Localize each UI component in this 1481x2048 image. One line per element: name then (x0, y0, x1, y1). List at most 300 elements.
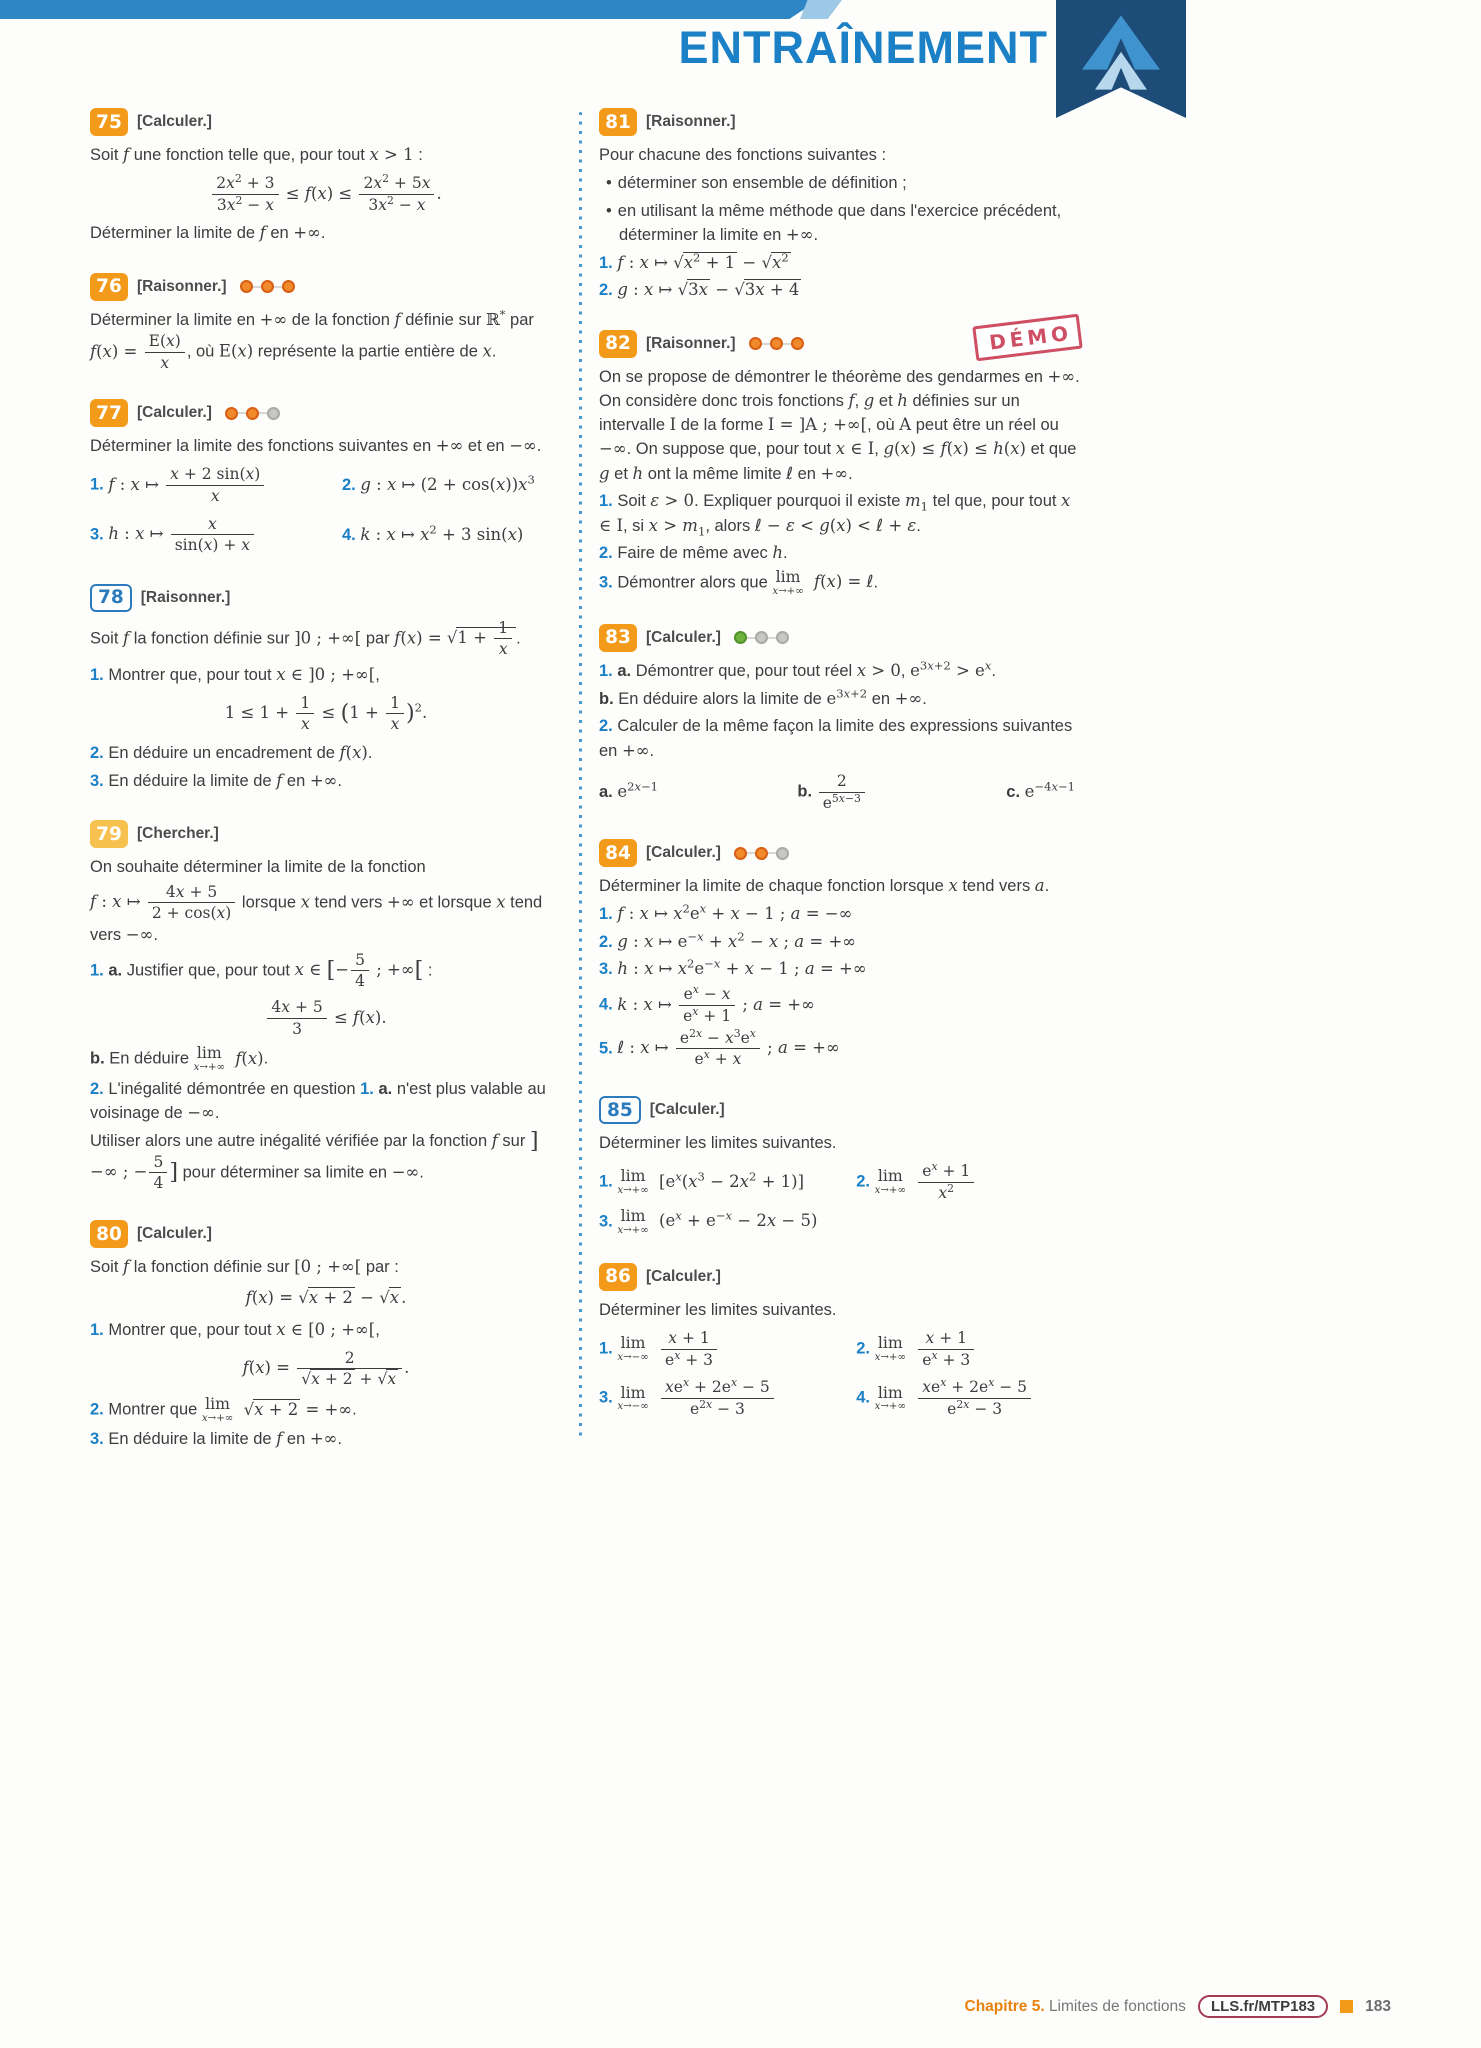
text-fragment: 2x (689, 1026, 703, 1040)
text-fragment: $e^{2x-1}$ (617, 779, 659, 801)
text-fragment (145, 332, 185, 372)
exercise-body (599, 659, 1081, 812)
text-fragment: x (730, 1376, 738, 1390)
text-fragment: x (922, 1378, 931, 1397)
text-fragment: 3. (599, 573, 613, 592)
text-fragment: 3. (90, 1430, 104, 1449)
column-divider (579, 112, 582, 1439)
text-fragment: √x (377, 1370, 397, 1389)
text-fragment (296, 714, 314, 734)
text-fragment: $xe^x + 2e^x - 5$ (918, 1378, 1031, 1399)
column-right (599, 108, 1081, 1479)
exercise-method-tag: [Calculer.] (137, 1225, 212, 1243)
text-fragment: lim (620, 1382, 646, 1402)
text-fragment: x (730, 903, 740, 923)
text-fragment: b. En déduire alors la limite de $e^{3x+2}$ en +∞. (599, 686, 927, 708)
text-fragment: 1. (599, 1172, 613, 1191)
text-fragment: $e^{3x+2} > e^x$ (910, 658, 992, 680)
exercise-header (599, 624, 1081, 652)
text-fragment: x (683, 252, 693, 272)
text-fragment (856, 1329, 1081, 1369)
text-fragment: h (108, 524, 119, 544)
exercise-86 (599, 1263, 1081, 1421)
text-fragment: x (674, 1348, 681, 1362)
exercise-method-tag: [Calculer.] (646, 628, 721, 646)
difficulty-dot-orange (749, 337, 762, 350)
text-fragment: [0 ; +∞[ (294, 1257, 362, 1277)
text-fragment: +∞ (894, 688, 923, 708)
text-fragment: ( (340, 700, 350, 727)
exercise-number-badge: 81 (599, 108, 637, 136)
text-fragment: 1 (494, 619, 512, 640)
text-fragment (599, 1378, 846, 1418)
exercise-header (599, 839, 1081, 867)
text-fragment (90, 1286, 562, 1310)
text-fragment (874, 1160, 977, 1202)
text-fragment: x (682, 1376, 690, 1390)
exercise-body (599, 1131, 1081, 1236)
text-fragment (674, 1349, 680, 1362)
text-fragment: x (617, 1401, 624, 1413)
exercise-82 (599, 320, 1081, 597)
text-fragment: x (644, 959, 654, 979)
text-fragment: ε (650, 491, 660, 511)
text-fragment: +∞ (387, 892, 415, 912)
difficulty-dot-gray (776, 847, 789, 860)
difficulty-dot-orange (770, 337, 783, 350)
exercise-76 (90, 273, 562, 372)
text-fragment: g (599, 463, 610, 483)
exercise-method-tag: [Calculer.] (646, 844, 721, 862)
text-fragment: lim (775, 567, 801, 586)
text-fragment: h : x ↦ $\frac{x}{\sin(x) + x}$ (108, 524, 256, 543)
text-fragment: 2. (599, 932, 613, 951)
text-fragment: +∞ (293, 223, 321, 243)
text-fragment: g (617, 931, 628, 951)
corner-banner-decoration (1056, 0, 1186, 118)
text-fragment: 2x (699, 1397, 713, 1411)
text-fragment: 2. (599, 717, 613, 736)
text-fragment: $3x^2 - x$ (216, 193, 274, 214)
text-fragment: x (677, 959, 688, 979)
text-fragment: 1 (697, 523, 706, 538)
text-fragment: 3. En déduire la limite de f en +∞. (90, 770, 343, 790)
text-fragment: x ∈ [0 ; +∞[ (276, 1319, 376, 1339)
text-fragment (617, 1208, 648, 1236)
text-fragment (856, 1378, 1081, 1418)
text-fragment: x (247, 1048, 258, 1068)
text-fragment: g : x ↦ √3x − √3x + 4 (617, 280, 800, 300)
text-fragment: f (617, 252, 624, 272)
text-fragment: −∞ (599, 439, 627, 459)
text-fragment: 3. (90, 525, 104, 544)
exercise-80 (90, 1220, 562, 1452)
text-fragment: x (727, 931, 738, 951)
text-fragment: lim (877, 1333, 903, 1353)
text-fragment: b. En déduire lim x→+∞ f(x). (90, 1043, 269, 1073)
text-fragment: x (692, 982, 699, 996)
text-fragment: x (1051, 779, 1058, 794)
text-fragment: x (276, 664, 286, 684)
exercise-83 (599, 624, 1081, 812)
text-fragment: x (749, 1026, 756, 1040)
text-fragment (676, 1026, 760, 1069)
text-fragment: lim x→+∞ f(x) = ℓ (772, 567, 874, 597)
text-fragment (166, 465, 264, 505)
text-fragment (918, 1183, 974, 1203)
text-fragment: I = ]A ; +∞[ (767, 415, 868, 434)
text-fragment: f (276, 1429, 283, 1449)
text-fragment: x (826, 572, 836, 592)
text-fragment: x (725, 1208, 733, 1223)
text-fragment: 3. (599, 1212, 613, 1231)
text-fragment: x (495, 475, 506, 495)
text-fragment (599, 1208, 1081, 1236)
exercise-header (90, 1220, 562, 1248)
text-fragment (599, 1327, 1081, 1420)
text-fragment (918, 1378, 1031, 1418)
text-fragment: m (682, 515, 698, 535)
text-fragment: x (925, 1329, 935, 1348)
text-fragment: a (790, 903, 801, 923)
text-fragment: 4. (856, 1389, 870, 1408)
text-fragment: x + 2 (254, 1399, 299, 1419)
text-fragment: [ (414, 957, 424, 984)
text-fragment: +∞ (435, 436, 464, 456)
text-fragment: x (386, 524, 396, 544)
text-fragment: x (135, 524, 145, 544)
text-fragment: 5x−3 (831, 791, 861, 805)
text-fragment: $\frac{2x^2 + 3}{3x^2 - x}$ ≤ f(x) ≤ $\frac{2x^2 + 5x}{3x^2 - x}$ . (210, 184, 441, 203)
text-fragment (194, 1045, 225, 1073)
text-fragment (351, 951, 369, 991)
text-fragment: x (112, 892, 122, 912)
text-fragment: x (836, 515, 846, 535)
difficulty-dot-gray (776, 631, 789, 644)
text-fragment: 2 (682, 901, 690, 916)
text-fragment: √3x (677, 280, 708, 300)
text-fragment: x (617, 1224, 624, 1236)
text-fragment: x→+∞ (617, 1185, 649, 1197)
text-fragment: 4 (355, 972, 365, 991)
text-fragment: 2 (781, 250, 789, 264)
text-fragment: f (276, 770, 283, 790)
text-fragment: a (1034, 876, 1045, 896)
text-fragment: +∞ (309, 1429, 338, 1449)
text-fragment: 3. Démontrer alors que lim x→+∞ f(x) = ℓ. (599, 567, 879, 597)
text-fragment: $e^{2x} - x^3e^x$ (676, 1029, 760, 1050)
difficulty-dot-orange (734, 847, 747, 860)
text-fragment: x (927, 658, 934, 673)
text-fragment: x (938, 1183, 948, 1202)
text-fragment (599, 780, 658, 804)
text-fragment: f (940, 439, 947, 459)
text-fragment: f (814, 572, 821, 592)
text-fragment: f(x) = √x + 2 − √x . (245, 1288, 407, 1308)
difficulty-dot-orange (282, 280, 295, 293)
difficulty-dot-orange (755, 847, 768, 860)
text-fragment: x (732, 1050, 742, 1069)
text-fragment: x (695, 1026, 703, 1040)
text-fragment: lim (620, 1206, 646, 1226)
text-fragment: 3 (292, 1019, 302, 1038)
exercise-method-tag: [Raisonner.] (646, 334, 736, 352)
text-fragment: g : x ↦ $(2 + \cos(x))x^3$ (360, 472, 535, 495)
text-fragment: $e^{2x} - 3$ (947, 1397, 1003, 1419)
text-fragment (171, 515, 254, 555)
text-fragment: 2 (819, 772, 865, 793)
text-fragment: −x (704, 956, 721, 971)
exercise-method-tag: [Calculer.] (646, 1267, 721, 1285)
text-fragment: x→+∞ (772, 585, 804, 597)
text-fragment: 2. Montrer que lim x→+∞ √x + 2 = +∞. (90, 1394, 357, 1424)
exercise-number-badge: 75 (90, 108, 128, 136)
text-fragment: 1. (90, 1320, 104, 1339)
text-fragment: 1. (599, 904, 613, 923)
text-fragment: x (766, 1211, 777, 1231)
difficulty-dot-orange (791, 337, 804, 350)
text-fragment (389, 1287, 401, 1307)
text-fragment: x (352, 743, 362, 763)
text-fragment: 2 (297, 1349, 402, 1370)
text-fragment: a. (108, 961, 123, 980)
text-fragment: x (874, 1401, 881, 1413)
text-fragment: x (744, 959, 754, 979)
exercise-body (599, 1298, 1081, 1421)
text-fragment (359, 174, 434, 214)
text-fragment (599, 902, 1081, 926)
column-left (90, 108, 562, 1479)
text-fragment: 2x−1 (627, 779, 659, 794)
exercise-header (90, 399, 562, 427)
text-fragment: x (688, 1171, 698, 1191)
text-fragment: 3 (697, 1169, 705, 1184)
text-fragment: a (794, 931, 805, 951)
text-fragment: x (768, 931, 779, 951)
text-fragment: f : x ↦ $\frac{4x + 5}{2 + \cos(x)}$ lorsque x tend vers +∞ et lorsque x tend vers −∞. (90, 882, 543, 945)
text-fragment: 2 (414, 700, 423, 715)
text-fragment: x (843, 686, 851, 701)
text-fragment: lim (620, 1166, 646, 1186)
text-fragment: $e^{2x} - 3$ (689, 1397, 745, 1419)
text-fragment: x (772, 252, 782, 272)
text-fragment: lim x→+∞ f(x) (193, 1043, 264, 1073)
text-fragment: x→−∞ (617, 1352, 649, 1364)
text-fragment: 4x + 5 (267, 998, 326, 1019)
text-fragment: a. (617, 661, 632, 680)
text-fragment (704, 1048, 710, 1061)
text-fragment: x→+∞ (874, 1185, 906, 1197)
text-fragment: h (772, 543, 783, 563)
text-fragment: E(x) (145, 332, 185, 353)
text-fragment: x (639, 252, 649, 272)
text-fragment: $e^x + 1$ (683, 1004, 732, 1025)
text-fragment (856, 1162, 1081, 1202)
exercise-77 (90, 399, 562, 557)
exercise-84 (599, 839, 1081, 1069)
text-fragment: x + 2 (311, 1370, 353, 1389)
text-fragment: $e^x + 1$ (918, 1162, 974, 1183)
text-fragment: x (931, 1348, 938, 1362)
text-fragment: x (226, 195, 236, 214)
text-fragment: ]−∞ ; − $\frac{5}{4}$ ] (90, 1127, 539, 1193)
text-fragment: 3x + 4 (744, 280, 800, 300)
text-fragment: 1. (360, 1079, 374, 1098)
text-fragment: 2 (234, 172, 242, 186)
text-fragment: ℝ* (485, 307, 506, 329)
chapter-name: Limites de fonctions (1048, 1997, 1186, 2015)
difficulty-rating (225, 407, 280, 420)
text-fragment: +∞ (820, 463, 849, 483)
text-fragment (342, 523, 562, 547)
text-fragment: g (863, 390, 875, 410)
text-fragment: ε > 0 (650, 491, 695, 511)
text-fragment: x (617, 1352, 624, 1364)
exercise-number-badge: 80 (90, 1220, 128, 1248)
exercise-body (599, 874, 1081, 1069)
text-fragment: x (698, 280, 708, 300)
exercise-number-badge: 77 (90, 399, 128, 427)
text-fragment: A (899, 415, 912, 434)
text-fragment: −∞ (391, 1162, 420, 1182)
text-fragment (817, 771, 867, 812)
text-fragment: x (369, 145, 379, 164)
text-fragment: k (360, 524, 371, 544)
text-fragment: ] (169, 1159, 179, 1186)
text-fragment: 1. Soit ε > 0. Expliquer pourquoi il existe $m_1$ tel que, pour tout x ∈ I, si $x > m_1$, alors ℓ − ε < g(x) < ℓ + ε. (599, 491, 1071, 538)
text-fragment: x (241, 536, 251, 555)
text-fragment: f (123, 145, 130, 164)
text-fragment: f (123, 628, 130, 648)
exercise-body (90, 143, 562, 246)
text-fragment (931, 1160, 937, 1173)
text-fragment: x (300, 715, 310, 734)
text-fragment (494, 619, 512, 659)
text-fragment: ℓ (866, 572, 874, 592)
text-fragment: −∞ (187, 1102, 215, 1122)
text-fragment: x (496, 892, 506, 912)
text-fragment: x (675, 1208, 682, 1223)
text-fragment: ] (529, 1127, 539, 1154)
text-fragment: 2. (90, 1400, 104, 1419)
text-fragment: √1 + $\frac{1}{x}$ (447, 628, 516, 647)
text-fragment (617, 1168, 648, 1196)
text-fragment: 2. (856, 1172, 870, 1191)
text-fragment (918, 1329, 974, 1369)
text-fragment: f : x ↦ $\frac{x + 2 \sin(x)}{x}$ (108, 475, 266, 494)
text-fragment: $3x^2 - x$ (368, 193, 426, 214)
text-fragment (874, 1382, 906, 1413)
text-fragment: g (883, 439, 895, 459)
text-fragment: 1. (599, 492, 613, 511)
text-fragment: 3 (733, 1026, 741, 1040)
text-fragment (988, 1376, 994, 1389)
text-fragment: $√x^2 + 1$ (673, 250, 736, 272)
text-fragment: a (753, 994, 763, 1014)
text-fragment: $√x^2$ (761, 250, 789, 272)
text-fragment: x (724, 1028, 734, 1047)
text-fragment: x (856, 660, 867, 680)
text-fragment: x (387, 1370, 397, 1389)
text-fragment (90, 515, 332, 555)
text-fragment: x (713, 956, 721, 971)
text-fragment: x ∈ ]0 ; +∞[ (276, 664, 376, 684)
exercise-method-tag: [Calculer.] (137, 404, 212, 422)
text-fragment: h (993, 439, 1004, 459)
text-fragment: g(x) ≤ f(x) ≤ h(x) (883, 439, 1026, 459)
exercise-columns (90, 108, 1081, 1479)
text-fragment: x (258, 1288, 268, 1308)
text-fragment: f (304, 183, 311, 203)
text-fragment: lim (877, 1382, 903, 1402)
text-fragment: $e^x + x$ (694, 1048, 742, 1069)
exercise-header (599, 1263, 1081, 1291)
text-fragment: x→+∞ (617, 1224, 649, 1236)
text-fragment: x (160, 353, 170, 372)
text-fragment (212, 174, 278, 214)
text-fragment (786, 464, 793, 483)
text-fragment: x (706, 1397, 713, 1411)
text-fragment (985, 658, 992, 672)
exercise-number-badge: 76 (90, 273, 128, 301)
page-footer (965, 1995, 1391, 2018)
difficulty-rating (240, 280, 295, 293)
text-fragment: x (739, 1171, 749, 1191)
text-fragment: 2. L'inégalité démontrée en question 1. a. n'est plus valable au voisinage de −∞. (90, 1079, 546, 1122)
text-fragment: On se propose de démontrer le théorème des gendarmes en +∞. On considère donc trois fonctions f, g et h définies sur un intervalle I de la forme I = ]A ; +∞[, où A peut être un réel ou −∞. On suppose que, pour tout x ∈ I, g(x) ≤ f(x) ≤ h(x) et que g et h ont la même limite ℓ en +∞. (599, 366, 1080, 483)
text-fragment: 2 (693, 250, 701, 264)
text-fragment: $\frac{4x + 5}{3}$ ≤ f(x). (265, 1008, 386, 1027)
text-fragment: x (386, 475, 397, 495)
text-fragment: Déterminer la limite de f en +∞. (90, 223, 326, 243)
text-fragment: b. (797, 782, 813, 801)
text-fragment: 1. Montrer que, pour tout x ∈ ]0 ; +∞[, (90, 664, 380, 684)
exercise-body (90, 855, 562, 1193)
text-fragment: x→+∞ (201, 1412, 234, 1424)
text-fragment (599, 1168, 846, 1196)
text-fragment: g (819, 515, 830, 535)
text-fragment: 2 + cos(x) (151, 904, 232, 923)
text-fragment: lim x→+∞ √x + 2 = +∞ (201, 1394, 353, 1424)
text-fragment: lim (877, 1166, 903, 1186)
text-fragment: x (617, 1185, 624, 1197)
difficulty-dot-orange (240, 280, 253, 293)
text-fragment: c. (1006, 782, 1021, 801)
text-fragment: a (777, 1038, 788, 1058)
text-fragment (693, 983, 699, 996)
text-fragment (617, 1382, 649, 1413)
text-fragment: x (838, 791, 845, 805)
exercise-body (599, 143, 1081, 303)
text-fragment: −∞ (125, 925, 154, 945)
text-fragment: √3x + 4 (734, 280, 800, 300)
text-fragment: ε (907, 515, 917, 535)
text-fragment (617, 1329, 719, 1369)
text-fragment (874, 1376, 1033, 1419)
exercise-header (90, 273, 562, 301)
text-fragment (297, 1349, 402, 1389)
text-fragment: $e^x + 3$ (665, 1348, 714, 1369)
text-fragment: x→+∞ (874, 1352, 906, 1364)
text-fragment: Déterminer les limites suivantes. (599, 1300, 837, 1319)
text-fragment: x→+∞ (874, 1401, 906, 1413)
text-fragment (675, 1209, 682, 1223)
text-fragment: x (721, 985, 731, 1004)
text-fragment: f (353, 1007, 360, 1027)
text-fragment: f (617, 903, 624, 923)
text-fragment (731, 1376, 737, 1389)
text-fragment: x (639, 903, 649, 923)
